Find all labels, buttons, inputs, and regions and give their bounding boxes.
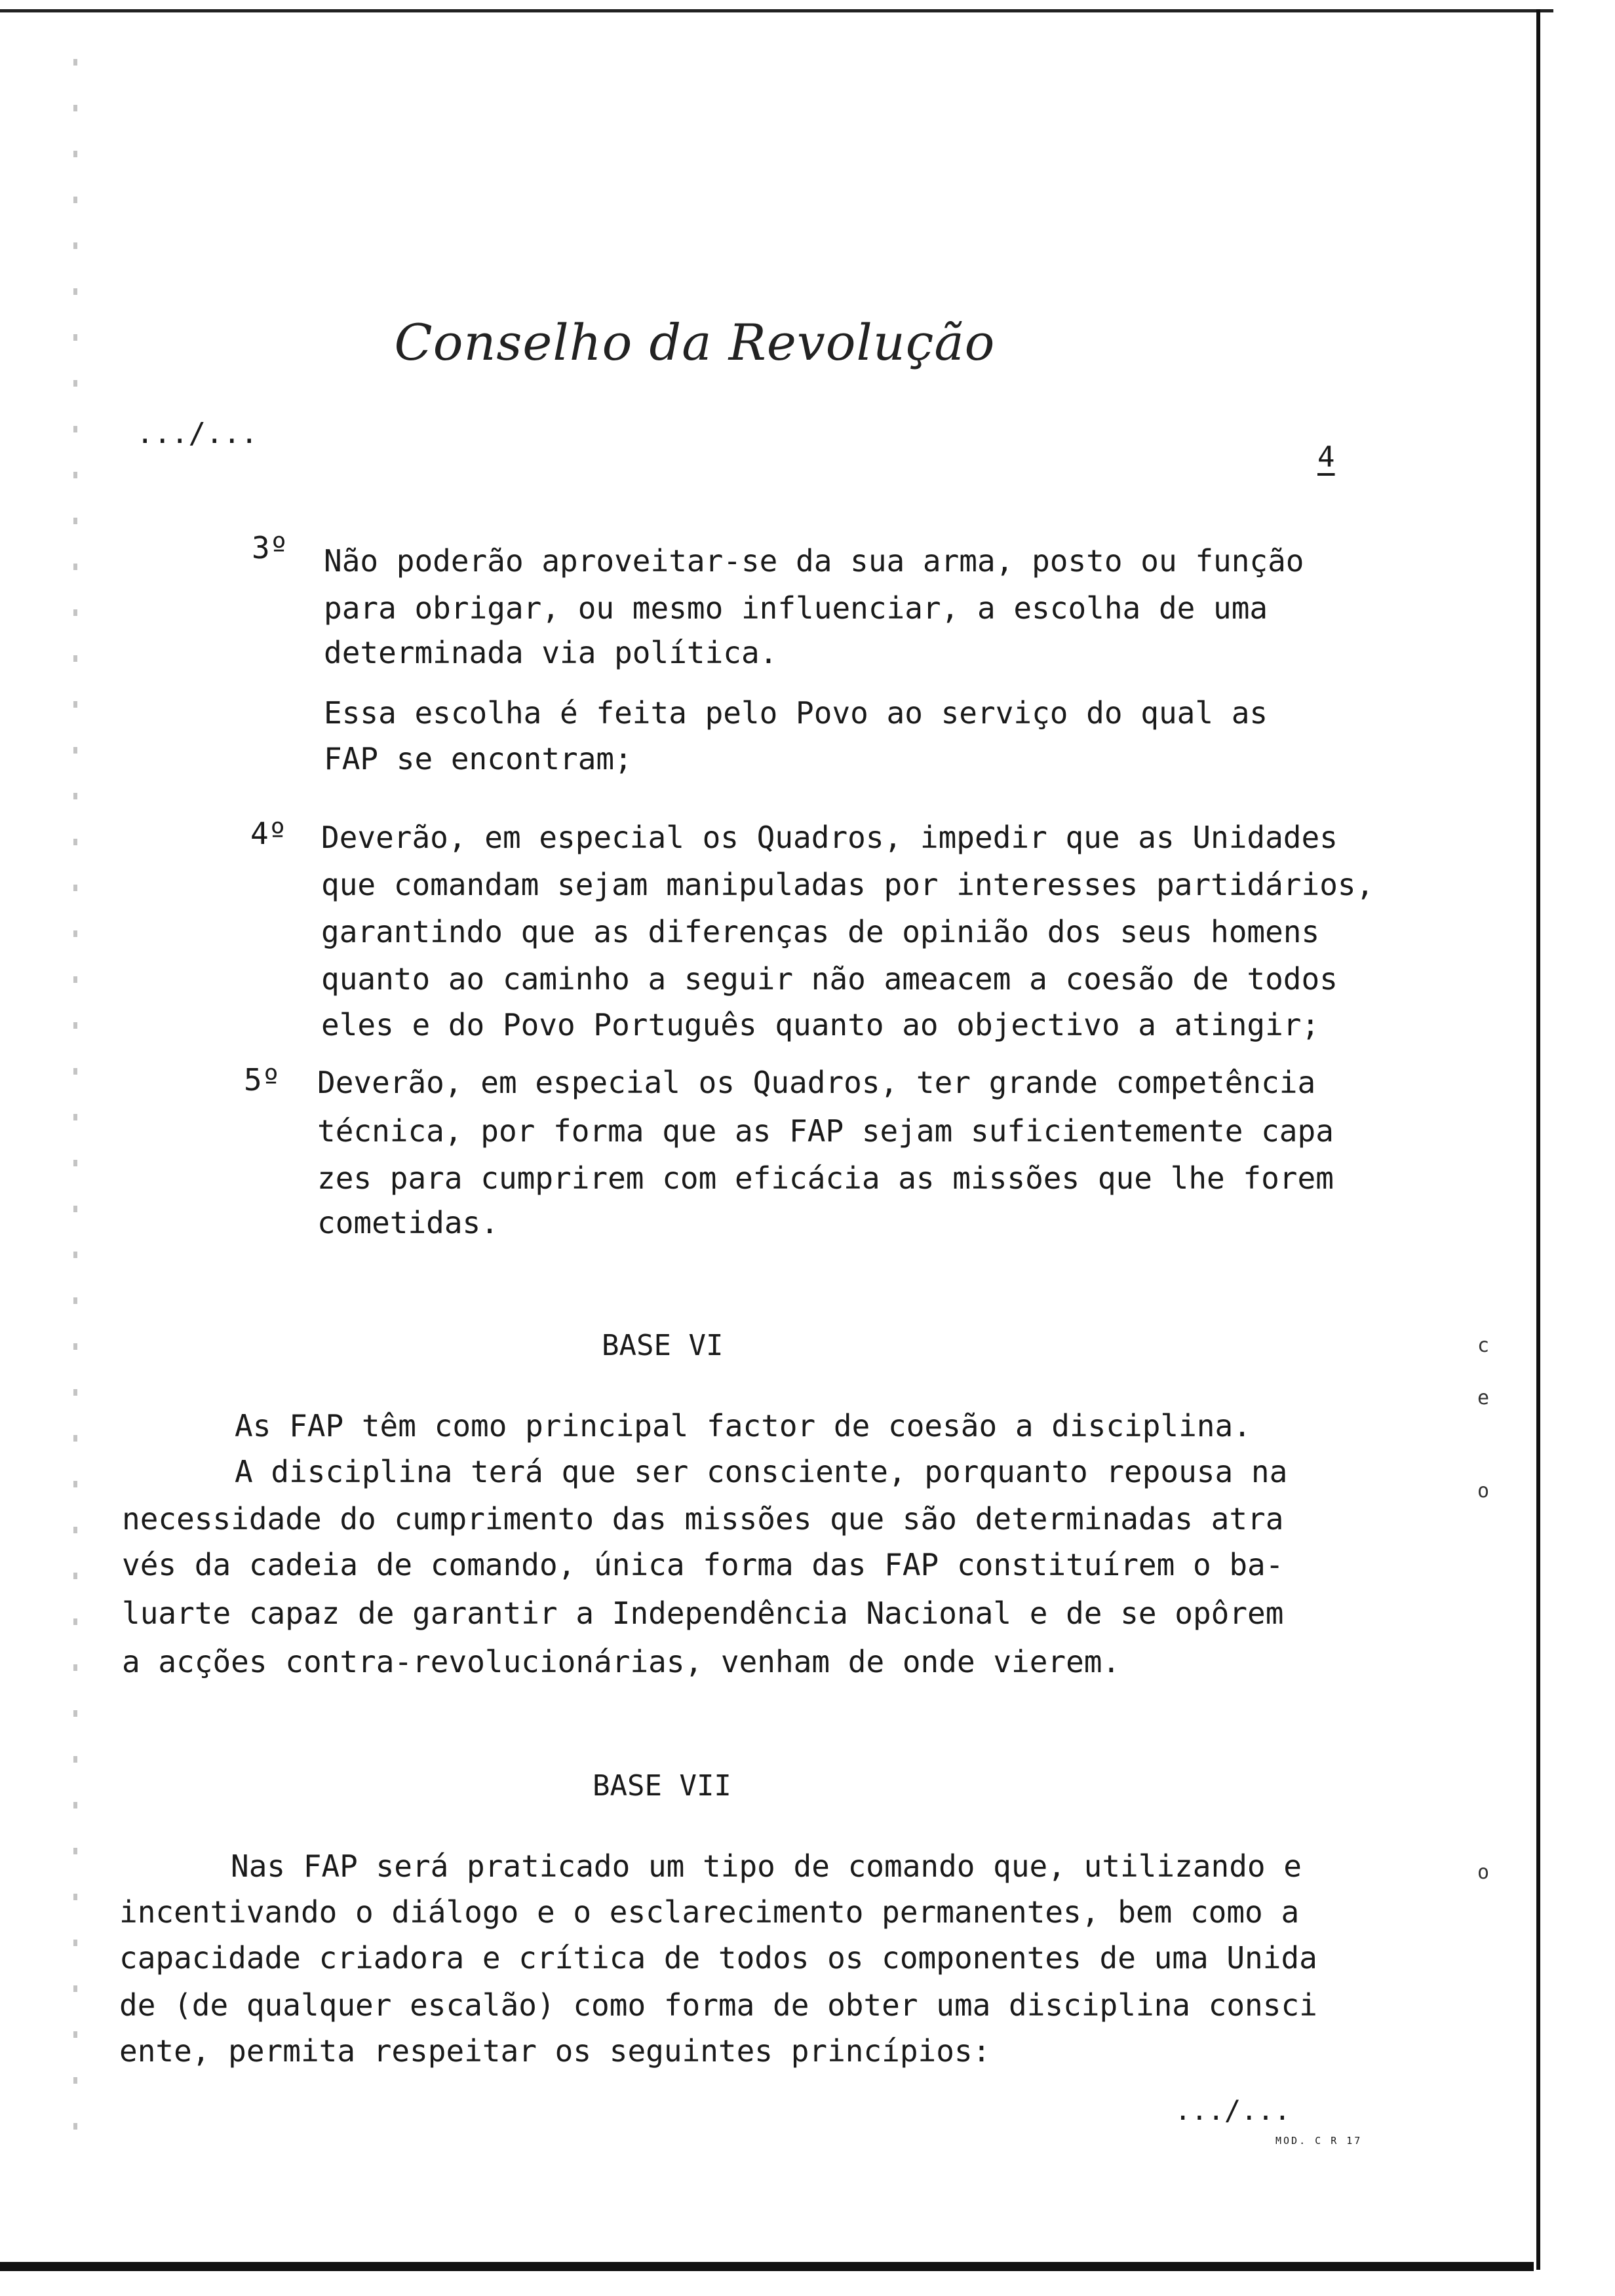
- item-line: Deverão, em especial os Quadros, ter grande competência: [317, 1065, 1316, 1100]
- item-line: FAP se encontram;: [324, 741, 632, 776]
- item-line: quanto ao caminho a seguir não ameacem a coesão de todos: [321, 961, 1338, 997]
- base-vi-line: necessidade do cumprimento das missões que são determinadas atra: [122, 1501, 1284, 1537]
- base-vii-heading: BASE VII: [593, 1769, 731, 1803]
- item-line: garantindo que as diferenças de opinião dos seus homens: [321, 914, 1320, 949]
- base-vii-line: de (de qualquer escalão) como forma de obter uma disciplina consci: [119, 1987, 1317, 2023]
- item-line: Não poderão aproveitar-se da sua arma, posto ou função: [324, 543, 1304, 579]
- base-vi-line: A disciplina terá que ser consciente, porquanto repousa na: [235, 1454, 1288, 1489]
- base-vi-line: a acções contra-revolucionárias, venham de onde vierem.: [122, 1644, 1121, 1679]
- item-line: Deverão, em especial os Quadros, impedir que as Unidades: [321, 820, 1338, 855]
- margin-mark: o: [1477, 1861, 1490, 1884]
- continuation-marker-top: .../...: [136, 417, 258, 450]
- continuation-marker-bottom: .../...: [1175, 2094, 1291, 2126]
- margin-mark: o: [1477, 1480, 1490, 1502]
- base-vi-heading: BASE VI: [602, 1329, 724, 1362]
- base-vii-line: incentivando o diálogo e o esclarecimento permanentes, bem como a: [119, 1894, 1300, 1930]
- item-number: 4º: [250, 816, 287, 851]
- letterhead: Conselho da Revolução: [394, 313, 996, 372]
- base-vi-line: vés da cadeia de comando, única forma das FAP constituírem o ba-: [122, 1547, 1284, 1582]
- base-vii-line: ente, permita respeitar os seguintes princípios:: [119, 2033, 991, 2069]
- base-vi-line: luarte capaz de garantir a Independência Nacional e de se opôrem: [122, 1596, 1284, 1631]
- base-vii-line: Nas FAP será praticado um tipo de comando que, utilizando e: [231, 1848, 1302, 1884]
- margin-mark: c: [1477, 1334, 1490, 1357]
- base-vii-line: capacidade criadora e crítica de todos os componentes de uma Unida: [119, 1940, 1317, 1976]
- scan-bottom-border: [0, 2262, 1534, 2271]
- scan-left-marks: [73, 59, 77, 2156]
- item-number: 3º: [252, 530, 288, 565]
- item-line: que comandam sejam manipuladas por interesses partidários,: [321, 867, 1374, 902]
- scan-top-border: [0, 9, 1553, 12]
- margin-mark: e: [1477, 1387, 1490, 1409]
- item-line: eles e do Povo Português quanto ao objectivo a atingir;: [321, 1007, 1320, 1043]
- item-line: para obrigar, ou mesmo influenciar, a escolha de uma: [324, 590, 1268, 626]
- item-line: técnica, por forma que as FAP sejam suficientemente capa: [317, 1113, 1334, 1149]
- item-line: zes para cumprirem com eficácia as missões que lhe forem: [317, 1160, 1334, 1196]
- scan-right-border: [1536, 9, 1540, 2270]
- item-number: 5º: [244, 1062, 281, 1098]
- form-code: MOD. C R 17: [1275, 2135, 1363, 2147]
- item-line: Essa escolha é feita pelo Povo ao serviço do qual as: [324, 695, 1268, 731]
- page-number: 4: [1317, 440, 1335, 474]
- item-line: determinada via política.: [324, 635, 778, 670]
- base-vi-line: As FAP têm como principal factor de coesão a disciplina.: [235, 1408, 1251, 1444]
- item-line: cometidas.: [317, 1205, 499, 1240]
